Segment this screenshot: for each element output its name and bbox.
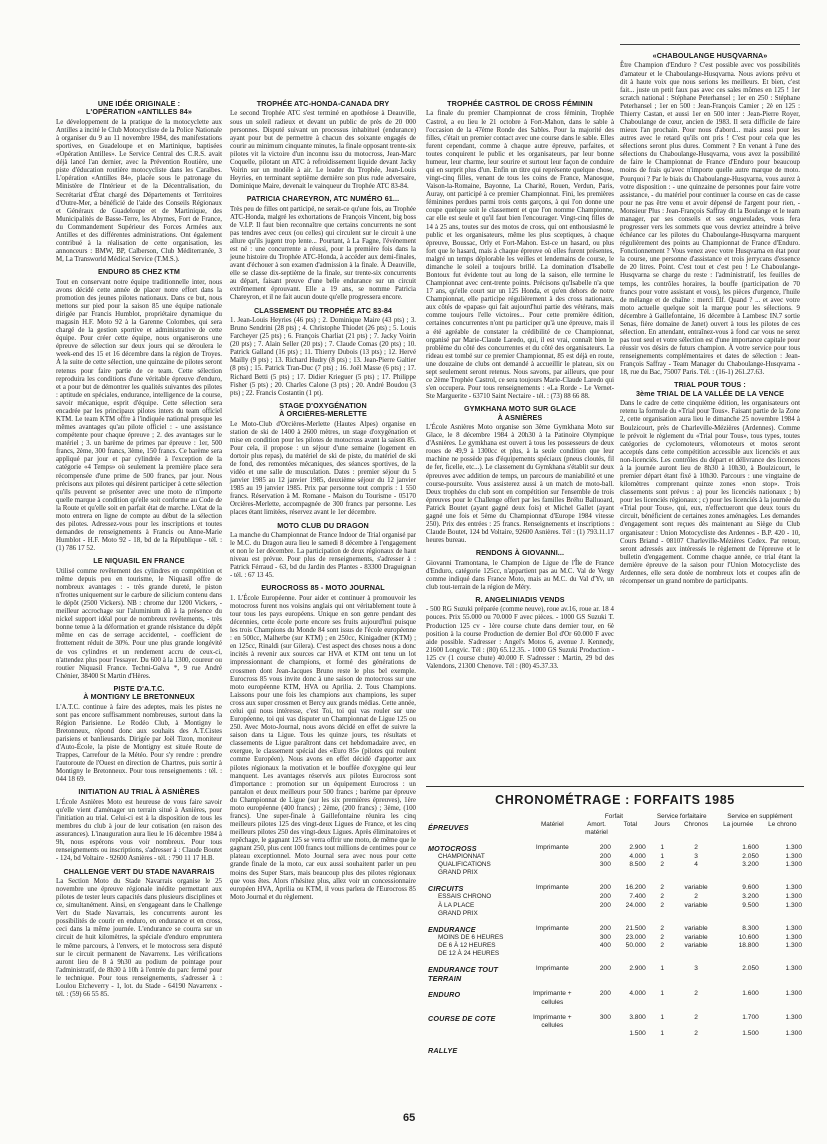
article-title: INITIATION AU TRIAL À ASNIÈRES <box>78 787 200 797</box>
jours-cell <box>648 869 677 877</box>
journee-cell: 2.050 <box>742 853 759 860</box>
journee-cell: 8.300 <box>742 924 759 932</box>
chrono-cell: 1.300 <box>785 942 802 950</box>
table-row <box>426 983 804 1006</box>
materiel-cell <box>525 869 580 877</box>
article-body: L'École Asnières Moto organise son 3ème Gymkhana Moto sur Glace, le 8 décembre 1984 à 20h30 à la Patinoire Olympique d'Asnières. Le gymkhana est ouvert à tous les possesseurs de deux roues de 49,9 à 1300cc et plus, à la seule condition que leur machine ne possède pas d'équipements spéciaux (pneus cloutés, fil de fer, ficelle, etc...). Le classement du Gymkhana s'établit sur deux épreuves avec addition de temps, un parcours de maniabilité et une course-poursuite. Vous assisterez aussi à un match de moto-ball. Deux trophées du club sont en compétition sur l'ensemble de trois épreuves pour le Challenge offert par les familles Bréhu Balluoard, Patrick Boutet (ayant gagné deux fois) et Michel Gallet (ayant gagné une fois et 5ème du Championnat d'Europe 1984 vitesse 250). Prix des entrées : 25 francs. Renseignements et inscriptions : Claude Boutet, 124 bd Voltaire, 92600 Asnières. Tél : (1) 793.11.17 heures bureau. <box>426 424 614 545</box>
article-body: Le Moto-Club d'Orcières-Merlette (Hautes Alpes) organise en station de ski de 1400 à 2600 mètres, un stage d'oxygénation et mise en condition pour les pilotes de motocross avant la saison 85. Pour cela, il propose : un séjour d'une semaine (logement en dortoir plus repas), du matériel de ski de piste, du matériel de ski de fond, des remontées mécaniques, des séances sportives, de la vidéo et une salle de musculation. Dates : premier séjour du 5 janvier 1985 au 12 janvier 1985, deuxième séjour du 12 janvier 1985 au 19 janvier 1985. Prix par personne tout compris : 1 550 francs. Réservation à M. Romane - Maison du Tourisme - 05170 Orcières-Merlette, accompagnée de 300 francs par personne. Les places étant limitées, réservez avant le 1er décembre. <box>230 420 416 517</box>
materiel-cell <box>525 910 580 918</box>
table-row <box>426 902 804 910</box>
jours-cell: 2 <box>660 861 665 869</box>
title-line: À ASNIÈRES <box>497 412 543 422</box>
article-title <box>426 405 614 422</box>
amort-cell <box>580 869 613 877</box>
total-cell: 2.900 <box>629 844 646 851</box>
article-body: Très peu de filles ont participé, ne serait-ce qu'une fois, au Trophée ATC-Honda, malgré les exhortations de François Vincent, big boss de V.I.P. Il faut bien reconnaître que certains concurrents ne sont pas tendres avec ceux (ou celles) qui circulent sur le circuit à une allure qu'ils jugent trop lente... Pourtant, à La Fagne, l'événement est né : une concurrente a réussi, pour la première fois dans la jeune histoire du Trophée ATC-Honda, à accéder aux demi-finales, avant d'échouer à son examen d'admission à la finale. À Deauville, elle se classe dix-septième de la finale, sur trente-six concurrents au départ, faisant preuve d'une belle endurance sur un circuit extrêmement éprouvant. Elle a 19 ans, se nomme Patricia Chareyron, et il ne fait aucun doute qu'elle progressera encore. <box>230 205 416 302</box>
epreuve-sub-cell: GRAND PRIX <box>438 909 478 917</box>
article-title: LE NIQUASIL EN FRANCE <box>93 556 185 566</box>
article-body: L'A.T.C. continue à faire des adeptes, mais les pistes ne sont pas encore suffisamment nombreuses, surtout dans la Région Parisienne. Le Rodéo Club, à Montigny le Bretonneux, répond donc aux souhaits des A.T.Cistes parisiens et banlieusards. Dirigée par Joël Tizon, moniteur d'Auto-École, la piste de Montigny est située Route de Trappes, Carrefour de la Météo. Pour s'y rendre : prendre l'autoroute de l'Ouest en direction de Chartres, puis sortir à Montigny le Bretonneux. Pour tous renseignements : tél. : 044 18 69. <box>56 703 222 784</box>
total-cell: 23.000 <box>625 933 646 941</box>
chronos-cell: variable <box>684 901 708 909</box>
jours-cell <box>648 950 677 958</box>
amort-cell <box>580 1030 613 1038</box>
chronos-cell: variable <box>684 933 708 941</box>
total-cell: 7.400 <box>629 893 646 901</box>
chronos-cell: 2 <box>694 1013 698 1021</box>
column-3 <box>426 96 614 786</box>
title-line: PISTE D'A.T.C. <box>113 683 165 693</box>
epreuve-cell: CIRCUITS <box>428 884 464 894</box>
amort-cell: 200 <box>599 853 611 860</box>
amort-cell: 400 <box>599 942 611 950</box>
article-body: Le développement de la pratique de la motocyclette aux Antilles a incité le Club Motocycliste de la Police Nationale à organiser du 9 au 11 novembre 1984, des manifestations sportives, en Guadeloupe et en Martinique, baptisées «Opération Antilles». Le Service Central des C.R.S. avait déjà lancé l'an dernier, avec la Prévention Routière, une piste d'éducation routière motocycliste dans les Caraïbes. L'opération «Antilles 84», placée sous le patronage du Ministère de l'Intérieur et de la Décentralisation, du Secrétariat d'État chargé des Départements et Territoires d'Outre-Mer, a bénéficié de l'aide des Conseils Régionaux et Généraux de Guadeloupe et de Martinique, des Municipalités de Basse-Terre, les Abymes, Fort de France, du Commandement Supérieur des Forces Armées aux Antilles et des différentes administrations. Ont également contribué à la réalisation de cette organisation, les annonceurs : BMW, BP, Calberson, Club Méditerranée, 3 M, La Transworld Médical Service (T.M.S.). <box>56 118 222 264</box>
chronos-cell <box>677 869 716 877</box>
title-line: 3ème TRIAL DE LA VALLÉE DE LA VENCE <box>635 388 785 398</box>
title-line: GYMKHANA MOTO SUR GLACE <box>463 404 577 414</box>
column-1 <box>56 96 222 1014</box>
table-row <box>426 877 804 893</box>
materiel-cell: Imprimante <box>535 924 569 932</box>
total-cell: 21.500 <box>625 924 646 932</box>
amort-cell <box>580 1039 613 1055</box>
journee-cell: 1.700 <box>742 1013 759 1021</box>
jours-cell: 1 <box>660 990 665 998</box>
journee-cell: 10.600 <box>738 933 759 941</box>
chrono-cell: 1.300 <box>785 901 802 909</box>
table-body <box>426 837 804 1055</box>
amort-cell: 200 <box>599 965 611 973</box>
article-body: La Section Moto du Stade Navarrais organise le 25 novembre une épreuve régionale inédite permettant aux pilotes de tester leurs capacités dans plusieurs disciplines et ce, simultanément. Ainsi, en s'engageant dans le Challenge Vert du Stade Navarrais, les concurrents auront les possibilités de courir en enduro, en endurance et en cross, ceci dans la même journée. L'endurance se courra sur un circuit de huit kilomètres, la spéciale d'enduro empruntera le même parcours, à l'envers, et le motocross sera disputé sur le circuit permanent de Navarrenx. Les vérifications auront lieu de 8 à 9h30 au podium de pointage pour l'administratif, de 8h30 à 10h à l'entrée du parc fermé pour le technique. Pour tous renseignements, s'adresser à : Loulou Etcheverry - 1, lot. du Stade - 64190 Navarrenx - tél. : (59) 66 55 85. <box>56 877 222 999</box>
table-header-row <box>426 813 804 821</box>
materiel-cell: Imprimante + cellules <box>532 990 572 1006</box>
article-title: CHALLENGE VERT DU STADE NAVARRAIS <box>63 866 215 876</box>
chrono-cell <box>761 950 804 958</box>
jours-cell: 1 <box>660 853 665 860</box>
epreuve-sub-cell: DE 6 À 12 HEURES <box>438 942 496 950</box>
total-cell: 4.000 <box>629 853 646 860</box>
jours-cell: 1 <box>660 844 665 851</box>
total-cell: 4.000 <box>629 990 646 998</box>
article-title: ENDURO 85 CHEZ KTM <box>97 267 181 277</box>
article-body: 1. Jean-Louis Heyries (46 pts) ; 2. Dominique Maire (43 pts) ; 3. Bruno Sendrini (28 pts) ; 4. Christophe Thiodet (26 pts) ; 5. Louis Farcheyer (25 pts) ; 6. François Charliat (21 pts) ; 7. Jacky Voirin (20 pts) ; 7. Alain Seller (20 pts) ; 7. Claude Comas (20 pts) ; 10. Patrick Galland (16 pts) ; 11. Thierry Dubois (13 pts) ; 12. Hervé Mailly (9 pts) ; 13. Richard Hudry (8 pts) ; 13. Jean-Pierre Galtier (8 pts) ; 15. Patrick Tran-Duc (7 pts) ; 16. Joël Masse (6 pts) ; 17. Richard Betti (5 pts) ; 17. Didier Krieguer (5 pts) ; 17. Philippe Fisher (5 pts) ; 20. Charles Calone (3 pts) ; 20. André Boudou (3 pts) ; 22. Francis Costantin (1 pt). <box>230 316 416 397</box>
materiel-cell <box>525 853 580 861</box>
total-cell: 50.000 <box>625 942 646 950</box>
chrono-cell: 1.300 <box>785 893 802 901</box>
amort-cell: 200 <box>599 893 611 901</box>
header-chronos: Chronos <box>684 821 709 828</box>
chronos-cell: 2 <box>694 990 698 998</box>
article-body: Tout en conservant notre équipe traditionnelle inter, nous avons décidé cette année de placer notre effort dans la promotion des jeunes pilotes nationaux. Dans ce but, nous mettons sur pied pour la saison 85 une équipe nationale dirigée par Francis Humblot, propriétaire dynamique du magasin H.F. Moto 92 à la Garenne Colombes, qui sera chargé de la gestion sportive et administrative de cette équipe. Pour créer cette équipe, nous organiserons une épreuve de sélection sur deux jours qui se déroulera le week-end des 15 et 16 décembre dans la région de Troyes. À la suite de cette sélection, une quinzaine de pilotes seront retenus pour faire partie de ce team. Cette sélection reproduira les conditions d'une véritable épreuve d'enduro, et a pour but de démontrer les qualités suivantes des pilotes : aptitude en spéciales, endurance, intelligence de la course, savoir mécanique, esprit d'équipe. Cette sélection sera encadrée par les principaux pilotes inters du team officiel KTM. Le team KTM offre à l'indiquée national presque les mêmes avantages qu'au pilote officiel : - une assistance compétente pour chaque épreuve ; 2. des avantages sur le matériel ; 3. un barème de primes par épreuve : 1er, 500 francs, 2ème, 300 francs, 3ème, 150 francs. Ce barème sera appliqué par jour et par cylindrée à l'exception de la catégorie «4 Temps» où seulement la première place sera récompensée d'une prime de 500 francs, par jour. Nous précisons aux pilotes qui désirent participer à cette sélection qu'ils peuvent se présenter avec une moto de n'importe quelle marque à condition qu'elle soit conforme au Code de la Route et qu'elle soit en parfait état de marche. L'état de la moto entrera en ligne de compte au début de la sélection des pilotes. Adressez-vous pour les inscriptions et toutes demandes de renseignements à Francis ou Anne-Marie Humblot - H.F. Moto 92 - 18, bd de la République - tél. : (1) 786 17 52. <box>56 278 222 553</box>
divider <box>426 786 804 787</box>
total-cell: 2.900 <box>629 965 646 973</box>
total-cell: 16.200 <box>625 884 646 892</box>
total-cell <box>613 910 648 918</box>
article-title: CLASSEMENT DU TROPHÉE ATC 83-84 <box>253 305 393 315</box>
article-title: EUROCROSS 85 - MOTO JOURNAL <box>261 583 385 593</box>
header-amort: Amort. matériel <box>585 821 608 836</box>
page-number: 65 <box>403 1112 416 1124</box>
article-title: TROPHÉE ATC-HONDA-CANADA DRY <box>256 99 390 108</box>
epreuve-sub-cell <box>426 1030 525 1038</box>
article-body: Être Champion d'Enduro ? C'est possible avec vos possibilités d'amateur et le Chaboulange-Husqvarna. Nous avions prévu et dit à haute voix que nous serions les meilleurs. Et bien, c'est fait... juste un petit faux pas avec ces sales mômes en 125 ! 1er scratch national : Stéphane Peterhansel ; 1er en 250 : Stéphane Peterhansel ; 1er en 500 : Jean-François Camier ; 2è en 125 : Thierry Castan, et aussi 1er en 500 inter : Jean-Pierre Royer, Chaboulange de cœur, ancien de 1983. Il sera difficile de faire mieux l'an prochain. Pour nous d'abord... mais aussi pour les autres avec le retard qu'ils ont pris ! C'est pour cela que les sélections seront plus dures. Comment ? En venant à l'une des sélections du Chaboulange-Husqvarna, vous avez la possibilité de faire le Championnat de France d'Enduro pour beaucoup moins de frais qu'avec n'importe quelle autre marque de moto. Pourquoi ? Par le biais du Chaboulange-Husqvarna, vous aurez à votre disposition : - une quinzaine de personnes pour faire votre assistance, - du matériel pour continuer la course en cas de casse pour ne pas être venu et avoir dépensé de l'argent pour rien, - Monsieur Plus : Jean-François Saffray dit la Boulange et le team manager, par ses conseils et ses engueulades, vous fera progresser vers les sommets que vous devriez atteindre à brève échéance car les pilotes du Chaboulange-Husqvarna marquent régulièrement des points au Championnat de France d'Enduro. Fonctionnement ? Vous venez avec votre Husqvarna en état pour la course, une personne d'assistance et trois jerrycans d'essence de 20 litres. Point. C'est tout et c'est peu ! Le Chaboulange-Husqvarna se charge du reste : l'administratif, les feuilles de temps, les contrôles horaires, la bouffe (participation de 70 francs pour votre assistant et vous), les pièces d'urgence, l'huile de mélange et de chaîne : merci Elf. Quand ? ... et avec votre moto actuelle quelque soit la marque pour les sélections. 9 décembre à Gaillefontaine, 16 décembre à Lambesc IN.7 sortie Senas, fière domaine de Janet) ouvert à tous les pilotes de ces sélection. En attendant, entraînez-vous à fond car vous ne serez pas tout seul et votre sélection est d'une importance capitale pour réussir vos désirs de futurs champion. À votre service pour tous renseignements complémentaires et dates de sélection : Jean-François Saffray - Team Manager du Chaboulange-Husqvarna - 18, rue du Bac, 75007 Paris. Tél. : (16-1) 261.27.63. <box>620 62 800 377</box>
jours-cell: 2 <box>660 933 665 941</box>
jours-cell <box>648 1039 677 1055</box>
amort-cell <box>580 910 613 918</box>
total-cell <box>613 869 648 877</box>
jours-cell: 2 <box>660 884 665 892</box>
header-materiel: Matériel <box>540 821 564 828</box>
journee-cell: 9.500 <box>742 901 759 909</box>
title-line: L'OPÉRATION «ANTILLES 84» <box>86 107 192 117</box>
chrono-cell: 1.300 <box>785 933 802 941</box>
article-body: Giovanni Tramontana, le Champion de Ligue de l'Île de France d'Enduro, catégorie 125cc, n'appartient pas au M.C. Val de Vergy comme indiqué dans France Moto, mais au M.C. du Val d'Yv, un club tout-terrain de la région de Méry. <box>426 559 614 591</box>
materiel-cell <box>525 934 580 942</box>
journee-cell: 3.200 <box>742 893 759 901</box>
table-row <box>426 1030 804 1038</box>
jours-cell: 1 <box>660 1030 665 1038</box>
chrono-cell: 1.300 <box>785 884 802 892</box>
column-4 <box>620 44 800 774</box>
table-row <box>426 934 804 942</box>
article-body: L'École Asnières Moto est heureuse de vous faire savoir qu'elle vient d'aménager un terrain situé à Asnières, pour l'initiation au trial. Celui-ci est à la disposition de tous les membres du club à jour de leur cotisation (en raison des assurances). L'inauguration aura lieu le 16 décembre 1984 à 9h, nous espérons vous voir nombreux. Pour tous renseignements ou inscriptions, s'adresser à : Claude Boutet - 124, bd Voltaire - 92600 Asnières - tél. : 790 11 17 H.B. <box>56 798 222 863</box>
header-epreuves: ÉPREUVES <box>428 823 469 832</box>
header-jours: Jours <box>654 821 671 828</box>
materiel-cell: Imprimante <box>535 965 569 973</box>
epreuve-sub-cell: CHAMPIONNAT <box>438 853 485 860</box>
title-line: STAGE D'OXYGÉNATION <box>279 400 367 410</box>
chrono-cell: 1.300 <box>785 1030 802 1038</box>
article-title <box>56 100 222 117</box>
materiel-cell: Imprimante <box>535 884 569 892</box>
article-body: La finale du premier Championnat de cross féminin, Trophée Castrol, a eu lieu le 21 octobre à Fort-Mahon, dans le sable à l'occasion de la 47ème Ronde des Sables. Pour la majorité des filles, c'était un premier contact avec une course dans le sable. Elles furent cependant, comme à chaque autre épreuve, parfaites, et toutes conquirent le public et les organisateurs, par leur bonne humeur, leur charme, leur sourire et surtout leur façon de conduire qui en surprit plus d'un. Enfin un titre qui représente quelque chose, vingt-cinq filles, venant de tous les coins de France, Manosque, Vaison-la-Romaine, Bayonne, La Charité, Rouen, Verdun, Paris, Auray, ont participé à ce premier Championnat. Fini, les premières féminines perdues parmi trois cents garçons, à qui l'on donne une coupe quelque soit le classement et que l'on nomme Championne, car elle est seule et qu'il faut bien l'encourager. Vingt-cinq filles de 14 à 25 ans, toutes sur des motos de cross, qui ont enthousiasmé le public et les organisateurs, même les plus sceptiques, à chaque épreuve, Boussac, Orly et Fort-Mahon. Est-ce un hasard, ou plus fort que le hasard, mais à chaque épreuve où elles furent présentes, malgré un temps déplorable les veilles et lendemains de course, le dimanche le soleil a toujours brillé. La domination d'Isabelle Bontoux fut évidente tout au long de la saison, elle termine le Championnat avec cent-trente points. Précisons qu'Isabelle n'a que 17 ans, qu'elle court sur un 125 Honda, et qu'en dehors de notre Championnat, elle participe régulièrement à des cross nationaux, aux côtés de «papas» qui fait aujourd'hui partie des vétérans, mais comme toujours l'elle victoires... Pour cette première édition, certaines concurrentes n'ont pu participer qu'à une épreuve, mais il a été agréable de constater la crédibilité de ce Championnat, organisé par Marie-Claude Laredo, qui, il est vrai, connaît bien le problème du côté des concurrentes et du côté des organisateurs. La rideau est tombé sur ce premier Championnat, 85 est déjà en route, une douzaine de clubs ont demandé à accueillir le plateau, six ou sept seulement seront retenus. Nous savons, par ailleurs, que pour ce 2ème Trophée Castrol, ce sera toujours Marie-Claude Laredo qui s'en occupera. Pour tous renseignements : «La Rorde - Le Vernet-Ste Marguerite - 63710 Saint Nectaire - tél. : (73) 88 66 88. <box>426 110 614 401</box>
amort-cell: 300 <box>599 1013 611 1021</box>
article-title <box>620 381 800 398</box>
table-row <box>426 861 804 869</box>
journee-cell <box>716 910 761 918</box>
chronos-cell: 3 <box>694 853 698 860</box>
table-row <box>426 918 804 934</box>
chrono-cell <box>761 869 804 877</box>
materiel-cell <box>525 902 580 910</box>
table-title: CHRONOMÉTRAGE : FORFAITS 1985 <box>495 793 735 807</box>
chronos-cell: 2 <box>694 844 698 851</box>
table-row <box>426 853 804 861</box>
forfaits-table <box>426 813 804 1055</box>
total-cell: 8.500 <box>629 861 646 869</box>
article-title: TROPHÉE CASTROL DE CROSS FÉMININ <box>447 99 593 108</box>
total-cell <box>613 1039 648 1055</box>
header-le-chrono: Le chrono <box>768 821 797 828</box>
jours-cell: 2 <box>660 924 665 932</box>
epreuve-cell: ENDURO <box>428 990 461 1000</box>
jours-cell <box>648 910 677 918</box>
journee-cell: 1.600 <box>742 844 759 851</box>
article-title: «CHABOULANGE HUSQVARNA» <box>652 51 768 60</box>
article-title: PATRICIA CHAREYRON, ATC NUMÉRO 61... <box>246 194 400 204</box>
total-cell <box>613 950 648 958</box>
amort-cell: 300 <box>599 933 611 941</box>
chronos-cell: variable <box>684 924 708 932</box>
chrono-cell: 1.300 <box>785 924 802 932</box>
epreuve-sub-cell: ESSAIS CHRONO <box>438 893 492 901</box>
chronos-cell <box>677 910 716 918</box>
chronos-cell: 3 <box>694 965 698 973</box>
epreuve-cell: ENDURANCE <box>428 924 476 934</box>
jours-cell: 2 <box>660 901 665 909</box>
journee-cell: 3.200 <box>742 861 759 869</box>
chrono-cell <box>761 910 804 918</box>
amort-cell: 300 <box>599 861 611 869</box>
table-row <box>426 950 804 958</box>
epreuve-sub-cell: À LA PLACE <box>438 901 475 909</box>
epreuve-cell: RALLYE <box>428 1045 458 1055</box>
article-body: Utilisé comme revêtement des cylindres en compétition et même depuis peu en tourisme, le Niquasil offre de nombreux avantages : - très grande dureté, le piston n'frottes uniquement sur le carbure de silicium contenu dans le dépôt (2500 Vickers). NB : chrome dur 1200 Vickers, - meilleur accrochage sur l'aluminium dû à la présence du nickel support idéal pour de nombreux revêtements, - très bonne tenue à la déformation et grande résistance du dépôt même en cas de serrage accidentel, - coefficient de frottement réduit de 30%. Pour une plus grande longévité de vos cylindres et un rendement accru de ceux-ci, n'attendez plus pour l'essayer. Du 600 à la 1300, coureur ou routier Niquasil France. Techni-Galva *, 9 rue André Chénier, 38400 St Martin d'Hères. <box>56 567 222 680</box>
epreuve-sub-cell: MOINS DE 6 HEURES <box>438 933 504 941</box>
table-row <box>426 958 804 983</box>
title-line: À ORCIÈRES-MERLETTE <box>279 409 367 419</box>
total-cell: 24.000 <box>625 901 646 909</box>
article-title: R. ANGELINIADIS VENDS <box>475 594 565 604</box>
chrono-cell: 1.300 <box>785 990 802 998</box>
amort-cell: 200 <box>599 884 611 892</box>
journee-cell: 2.050 <box>742 965 759 973</box>
chrono-cell: 1.300 <box>785 965 802 973</box>
total-cell: 1.500 <box>629 1030 646 1038</box>
table-header-row <box>426 821 804 837</box>
article-header <box>620 44 800 60</box>
journee-cell <box>716 869 761 877</box>
materiel-cell: Imprimante + cellules <box>532 1013 572 1030</box>
chronos-cell: variable <box>684 884 708 892</box>
chronos-cell: 2 <box>694 893 698 901</box>
article-title: RENDONS À GIOVANNI... <box>475 548 565 558</box>
article-body: Dans le cadre de cette cinquième édition, les organisateurs ont retenu la formule du «Trial pour Tous». Faisant partie de la Zone 2, cette organisation aura lieu le dimanche 25 novembre 1984 à Boulzicourt, près de Charleville-Mézières (Ardennes). Comme le prévoit le règlement du «Trial pour Tous», tous types, toutes catégories de cyclomoteurs, vélomoteurs et motos seront acceptés dans cette compétition accessible aux licenciés et aux non-licenciés. Les contrôles du départ et délivrance des licences à la journée auront lieu de 8h30 à 10h30, à Boulzicourt, le premier départ étant fixé à 10h30. Parcours : une vingtaine de kilomètres comprenant quinze zones «non stop». Trois classements sont prévus : a) pour les licenciés nationaux ; b) pour les licenciés régionaux ; c) pour les licenciés à la journée du «Trial pour Tous», qui, eux, n'effectueront que deux tours du circuit, bénéficient de certaines zones aménagées. Les demandes d'engagement sont reçues dès maintenant au Siège du Club organisateur : Union Motocycliste des Ardennes - B.P. 420 - 10, Cours Briand - 08107 Charleville-Mézières Cedex. Par retour, seront adressés aux intéressés le règlement de l'épreuve et le bulletin d'engagement. Comme chaque année, ce trial étant la dernière épreuve de la saison pour l'Union Motocycliste des Ardennes, elle sera dotée de nombreux lots et coupes afin de récompenser un grand nombre de participants. <box>620 400 800 586</box>
journee-cell <box>716 950 761 958</box>
header-service-forfaitaire: Service forfaitaire <box>656 813 707 820</box>
table-row <box>426 893 804 901</box>
title-line: À MONTIGNY LE BRETONNEUX <box>83 692 195 702</box>
epreuve-cell: MOTOCROSS <box>428 844 477 853</box>
jours-cell: 2 <box>660 942 665 950</box>
header-forfait: Forfait <box>604 813 623 820</box>
column-2 <box>230 96 417 901</box>
chronos-cell: 2 <box>694 1030 698 1038</box>
table-row <box>426 910 804 918</box>
materiel-cell <box>525 893 580 901</box>
journee-cell <box>716 1039 761 1055</box>
header-service-supplement: Service en supplément <box>727 813 793 820</box>
article-title <box>56 685 222 702</box>
article-body: Le second Trophée ATC s'est terminé en apothéose à Deauville, sous un soleil radieux et devant un public de près de 20 000 personnes. Disputé suivant un processus inhabituel (endurance) ayant pour but de permettre à chacun des soixante engagés de courir au minimum cinquante minutes, la finale opposant trente-six pilotes vit la victoire d'un inconnu issu du motocross, Jean-Marc Coquelle, pilotant un ATC à refroidissement liquide devant Jacky Voirin sur un modèle à air. Le leader du Trophée, Jean-Louis Heyries, en terminant septième dernière son plus rude adversaire, Dominique Maire, devenait le vainqueur du Trophée ATC 83-84. <box>230 110 416 191</box>
chrono-cell: 1.300 <box>785 844 802 851</box>
epreuve-sub-cell: DE 12 À 24 HEURES <box>438 950 500 958</box>
chrono-cell: 1.300 <box>785 1013 802 1021</box>
chrono-cell: 1.300 <box>785 853 802 860</box>
jours-cell: 1 <box>660 1013 665 1021</box>
chronos-cell: variable <box>684 942 708 950</box>
materiel-cell <box>525 942 580 950</box>
article-body: - 500 RG Suzuki préparée (comme neuve), roue av.16, roue ar. 18 4 pouces. Prix 55.000 ou 70.000 F avec pièces. - 1000 GS Suzuki T. Production 125 cv - 1ère course chute dans dernier tour, en 6è position à la course Production de dernier Bol d'Or 60.000 F avec aide possible. S'adresser : Angel's Motos 6, avenue J. Kennedy, 21600 Longvic. Tél : (80) 65.12.35. - 1000 GS Suzuki Production - 125 cv (1 course chute) 40.000 F. S'adresser : Martin, 29 bd des Valendons, 21300 Chenove. Tél : (80) 45.37.33. <box>426 606 614 670</box>
title-line: TRIAL POUR TOUS : <box>674 380 746 390</box>
chronos-cell <box>677 950 716 958</box>
article-body: La manche du Championnat de France Indoor de Trial organisé par le M.C. du Dragon aura lieu le samedi 8 décembre à l'engagement et non le 1er décembre. La participation de deux régionaux de haut niveau est prévue. Pour plus de renseignements, s'adresser à : Patrick Férraud - 63, bd du Jardin des Plantes - 83300 Draguignan - tél. : 67 13 45. <box>230 531 416 580</box>
epreuve-cell: COURSE DE COTE <box>428 1013 496 1023</box>
table-row <box>426 869 804 877</box>
amort-cell: 200 <box>599 901 611 909</box>
amort-cell: 200 <box>599 844 611 851</box>
jours-cell: 2 <box>660 893 665 901</box>
epreuve-cell: ENDURANCE TOUT TERRAIN <box>428 965 499 984</box>
amort-cell: 200 <box>599 990 611 998</box>
title-line: UNE IDÉE ORIGINALE : <box>97 99 181 108</box>
chronos-cell: 4 <box>694 861 698 869</box>
epreuve-sub-cell: GRAND PRIX <box>438 869 478 877</box>
journee-cell: 1.500 <box>742 1030 759 1038</box>
table-row <box>426 1007 804 1030</box>
materiel-cell <box>525 861 580 869</box>
materiel-cell <box>525 950 580 958</box>
header-la-journee: La journée <box>723 821 754 828</box>
chrono-cell: 1.300 <box>785 861 802 869</box>
materiel-cell <box>525 1030 580 1038</box>
epreuve-sub-cell: QUALIFICATIONS <box>438 861 491 869</box>
journee-cell: 1.600 <box>742 990 759 998</box>
article-title: MOTO CLUB DU DRAGON <box>277 520 369 530</box>
article-body: 1. L'École Européenne. Pour aider et continuer à promouvoir les motocross furent nos voisins anglais qui ont véritablement toute à tour tous les pays européens. Unique en son genre pendant des décennies, cette école porte encore ses fruits aujourd'hui puisque les trois Champions du Monde 84 sont issus de l'école européenne : en 500cc, Malherbe (sur KTM) ; en 250cc, Kinigadner (KTM) ; en 125cc, Rinaldi (sur Gilera). C'est aspect des choses nous a donc incités à revenir aux sources car HVA et KTM ont tenu un lot impressionnant de champions, et formé des générations de crossmen dont Jean-Jacques Bruno reste le plus bel exemple. Eurocross 85 vous invite donc à une saison de motocross sur une moto européenne KTM, HVA ou Aprilia. 2. Tous Champions. Laissons pour une fois les champions aux champions, les super cross aux super crossmen et Bercy aux grands médias. Cette année, celui qui nous intéresse, c'est Toi, toi qui vas rouler sur une Européenne, toi qui vas disputer un Championnat de Ligue 125 ou 250. Avec Moto-Journal, nous avons décidé en effet de suivre la saison dans ta Ligue. Tous les quinze jours, tes résultats et classements de Ligue paraîtront dans cet hebdomadaire avec, en exergue, le classement spécial des «Euro 85» (pilotes qui roulent comme Européen). Nous avons en effet décidé d'apporter aux pilotes régionaux la motivation et le bouffée d'oxygène qui leur manquent. Les avantages réservés aux pilotes Eurocross sont d'importance : promotion sur un équipement Eurocross : un pantalon et deux meilleurs pour 500 francs ; barème par épreuve du Championnat de Ligue (sur les six premières épreuves), 1ère moto européenne (400 francs) ; 2ème, (200 francs) ; 3ème, (100 francs). Une super-finale à Gaillefontaine réunira les cinq meilleurs pilotes 125 des vingt-deux Ligues de France, et les cinq meilleurs pilotes 250 des vingt-deux Ligues. Après éliminatoires et repêchage, le gagnant 125 se verra offrir une moto, de même que le gagnant 250, plus cent 100 francs tout millions de centimes pour ce plateau exceptionnel. Moto Journal sera avec nous pour cette grande finale de la moto, car eux aussi souhaitent parler un peu moins des Super Stars, mais beaucoup plus des pilotes régionaux que vous êtes. Alors n'hésitez plus, allez voir un concessionnaire européen HVA, Aprilia ou KTM, il vous parlera de l'Eurocross 85 Moto Journal et du règlement. <box>230 594 417 901</box>
chrono-cell <box>761 1039 804 1055</box>
total-cell: 3.800 <box>629 1013 646 1021</box>
materiel-cell: Imprimante <box>535 844 569 851</box>
chronometrage-table-section <box>426 793 804 1111</box>
chronos-cell <box>677 1039 716 1055</box>
journee-cell: 18.800 <box>738 942 759 950</box>
article-title <box>230 402 416 419</box>
jours-cell: 1 <box>660 965 665 973</box>
materiel-cell <box>525 1039 580 1055</box>
table-row <box>426 1039 804 1055</box>
header-total: Total <box>623 821 638 828</box>
amort-cell <box>580 950 613 958</box>
journee-cell: 9.600 <box>742 884 759 892</box>
table-row <box>426 837 804 853</box>
amort-cell: 200 <box>599 924 611 932</box>
